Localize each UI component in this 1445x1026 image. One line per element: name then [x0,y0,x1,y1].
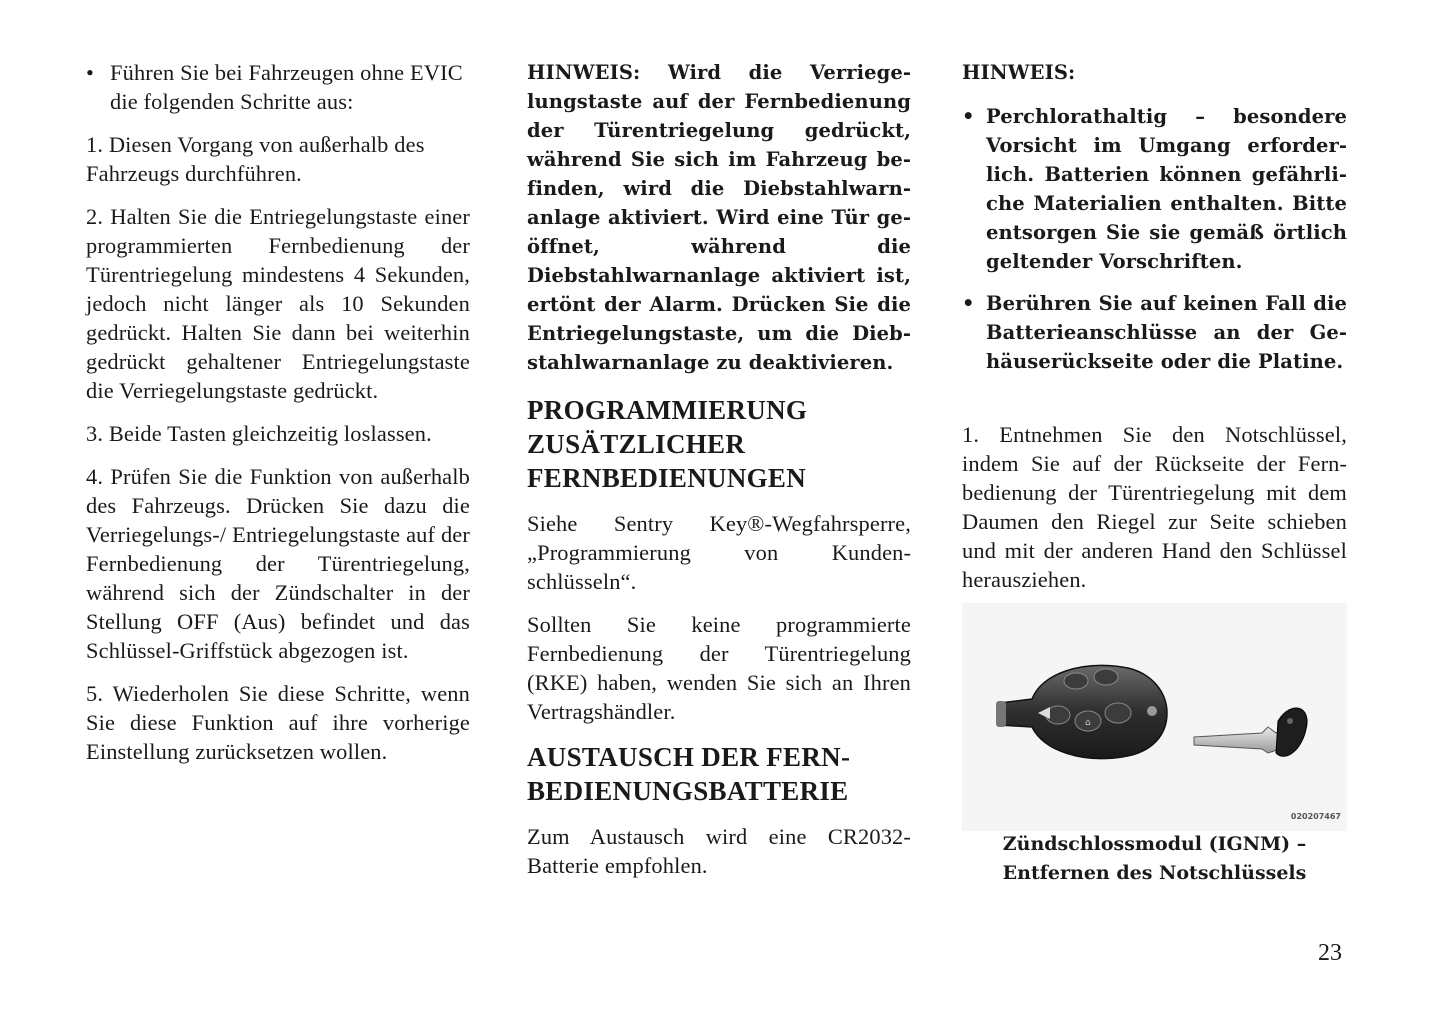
paragraph: Zum Austausch wird eine CR2032-Batterie empfohlen. [527,824,911,878]
section-heading-battery: AUSTAUSCH DER FERNBEDIENUNGSBATTERIE [527,742,850,806]
step-3: 3. Beide Tasten gleichzeitig loslassen. [86,421,432,446]
caption-line: Zündschlossmodul (IGNM) – [1002,833,1307,855]
paragraph: Siehe Sentry Key®-Wegfahrsperre, „Programmierung von Kundenschlüsseln“. [527,511,911,594]
bullet-icon: • [962,105,975,128]
bullet-text: Führen Sie bei Fahrzeugen ohne EVIC die folgenden Schritte aus: [110,60,463,114]
key-fob-icon [996,665,1167,758]
bullet-list [86,58,470,116]
column-right [962,58,1347,594]
caption-line: Entfernen des Notschlüssels [1002,862,1307,884]
warning-text: Berühren Sie auf keinen Fall die Batterieanschlüsse an der Gehäuserückseite oder die Platine. [986,292,1347,373]
note-paragraph: HINWEIS: Wird die Verriegelungstaste auf der Fernbedienung der Türentriegelung gedrückt, während Sie sich im Fahrzeug befinden, wird die Diebstahlwarnanlage aktiviert. Wird eine Tür geöffnet, während die Diebstahlwarnanlage aktiviert ist, ertönt der Alarm. Drücken Sie die Entriegelungstaste, um die Diebstahlwarnanlage zu deaktivieren. [527,61,911,374]
step-1: 1. Diesen Vorgang von außerhalb des Fahrzeugs durchführen. [86,132,425,186]
step-2: 2. Halten Sie die Entriegelungstaste einer programmierten Fernbedienung der Türentriegelung mindestens 4 Sekunden, jedoch nicht länger als 10 Sekunden gedrückt. Halten Sie dann bei weiterhin gedrückt gehaltener Entriegelungstaste die Verriegelungstaste gedrückt. [86,204,470,403]
list-item [962,102,1347,276]
paragraph: Sollten Sie keine programmierte Fernbedienung der Türentriegelung (RKE) haben, wenden Sie sich an Ihren Vertragshändler. [527,612,911,724]
list-item [962,289,1347,376]
column-middle [527,58,911,880]
svg-text:⌂: ⌂ [1085,718,1091,728]
bullet-icon: • [962,292,975,315]
step-1: 1. Entnehmen Sie den Notschlüssel, indem Sie auf der Rückseite der Fernbedienung der Türentriegelung mit dem Daumen den Riegel zur Seite schieben und mit der anderen Hand den Schlüssel herausziehen. [962,422,1347,592]
key-fob-illustration [962,603,1347,831]
figure-caption [962,830,1347,888]
column-left [86,58,470,766]
bullet-icon: • [86,60,94,85]
key-fob-figure [962,603,1347,831]
warning-text: Perchlorathaltig – besondere Vorsicht im Umgang erforderlich. Batterien können gefährliche Materialien enthalten. Bitte entsorgen Sie sie gemäß örtlich geltender Vorschriften. [986,105,1347,273]
step-4: 4. Prüfen Sie die Funktion von außerhalb des Fahrzeugs. Drücken Sie dazu die Verriegelungs-/ Entriegelungstaste auf der Fernbedienung der Türentriegelung, während sich der Zündschalter in der Stellung OFF (Aus) befindet und das Schlüssel-Griffstück abgezogen ist. [86,464,470,663]
emergency-key-icon [1194,708,1307,756]
note-label: HINWEIS: [962,61,1076,84]
step-5: 5. Wiederholen Sie diese Schritte, wenn Sie diese Funktion auf ihre vorherige Einstellung zurücksetzen wollen. [86,681,470,764]
warning-list [962,102,1347,376]
list-item [86,58,470,116]
page-number: 23 [1318,940,1342,966]
figure-code: 020207467 [1290,812,1341,821]
section-heading-programming: PROGRAMMIERUNG ZUSÄTZLICHER FERNBEDIENUNGEN [527,395,808,493]
